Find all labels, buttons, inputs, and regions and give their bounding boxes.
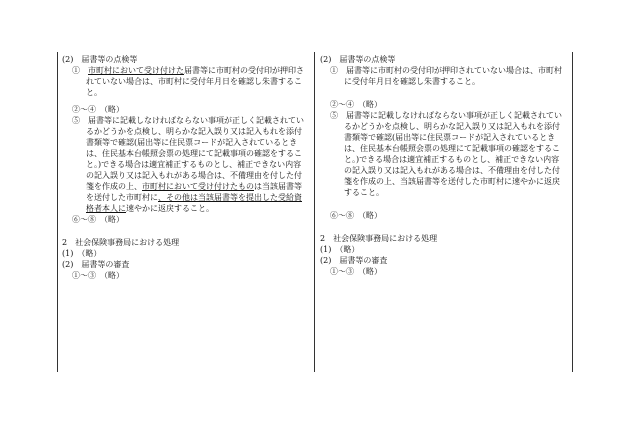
item-5-line: [62, 203, 312, 214]
center-divider-rule: [314, 52, 315, 372]
item-text: は当該届書等: [254, 182, 302, 191]
item-text: を送付した市町村に: [86, 193, 158, 202]
section-2-heading: 2 社会保険事務局における処理: [320, 234, 438, 243]
item-5-line: は、住民基本台帳照会票の処理にて記載事項の確認をするこ: [86, 149, 302, 158]
underlined-amendment: 市町村において受け付けた: [88, 66, 184, 75]
item-5-line: ⑤ 届書等に記載しなければならない事項が正しく記載されてい: [72, 116, 304, 125]
item-5-line: るかどうかを点検し、明らかな記入誤り又は記入もれを添付: [344, 122, 560, 131]
item-1-line: ① 届書等に市町村の受付印が押印されていない場合は、市町村: [330, 66, 562, 75]
item-5-line: の記入誤り又は記入もれがある場合は、不備理由を付した付: [344, 166, 560, 175]
item-1-line: [62, 65, 312, 76]
revised-text-column: [62, 54, 312, 281]
items-1-3-omitted: ①～③ （略）: [72, 271, 124, 280]
subsection-1: (1) （略）: [320, 245, 360, 254]
left-border-rule: [57, 52, 58, 372]
items-2-4-omitted: ②～④ （略）: [72, 105, 124, 114]
item-5-line: は、住民基本台帳照会票の処理にて記載事項の確認をするこ: [344, 144, 560, 153]
item-5-line: [62, 181, 312, 192]
item-5-line: 書類等で確認(届出等に住民票コードが記入されているとき: [86, 138, 298, 147]
items-6-8-omitted: ⑥～⑧ （略）: [330, 211, 382, 220]
underlined-amendment: 、その他は当該届書等を提出した受給資: [158, 193, 302, 202]
subsection-2: (2) 届書等の審査: [62, 260, 130, 269]
item-5-line: と。)できる場合は適宜補正するものとし、補正できない内容: [86, 160, 302, 169]
item-1-line: に受付年月日を確認し朱書すること。: [344, 77, 480, 86]
underlined-amendment: 格者本人に: [86, 204, 126, 213]
item-1-line: と。: [86, 88, 102, 97]
item-text: 速やかに返戻すること。: [126, 204, 214, 213]
item-5-line: 箋を作成の上、当該届書等を送付した市町村に速やかに返戻: [344, 177, 560, 186]
section-heading: (2) 届書等の点検等: [320, 55, 396, 64]
section-heading: (2) 届書等の点検等: [62, 55, 138, 64]
subsection-2: (2) 届書等の審査: [320, 256, 388, 265]
item-text: 届書等に市町村の受付印が押印さ: [184, 66, 304, 75]
item-5-line: るかどうかを点検し、明らかな記入誤り又は記入もれを添付: [86, 127, 302, 136]
item-5-line: ⑤ 届書等に記載しなければならない事項が正しく記載されてい: [330, 111, 562, 120]
subsection-1: (1) （略）: [62, 249, 102, 258]
item-text: 箋を作成の上、: [86, 182, 142, 191]
underlined-amendment: 市町村において受け付けたもの: [142, 182, 254, 191]
item-5-line: すること。: [344, 188, 384, 197]
item-5-line: の記入誤り又は記入もれがある場合は、不備理由を付した付: [86, 171, 302, 180]
item-5-line: と。)できる場合は適宜補正するものとし、補正できない内容: [344, 155, 560, 164]
item-5-line: 書類等で確認(届出等に住民票コードが記入されているとき: [344, 133, 556, 142]
items-6-8-omitted: ⑥～⑧ （略）: [72, 215, 124, 224]
item-5-line: [62, 192, 312, 203]
section-2-heading: 2 社会保険事務局における処理: [62, 238, 180, 247]
current-text-column: [320, 54, 570, 277]
right-border-rule: [572, 52, 573, 372]
item-1-line: れていない場合は、市町村に受付年月日を確認し朱書するこ: [86, 77, 302, 86]
items-2-4-omitted: ②～④ （略）: [330, 100, 382, 109]
items-1-3-omitted: ①～③ （略）: [330, 267, 382, 276]
item-number: ①: [72, 66, 88, 75]
